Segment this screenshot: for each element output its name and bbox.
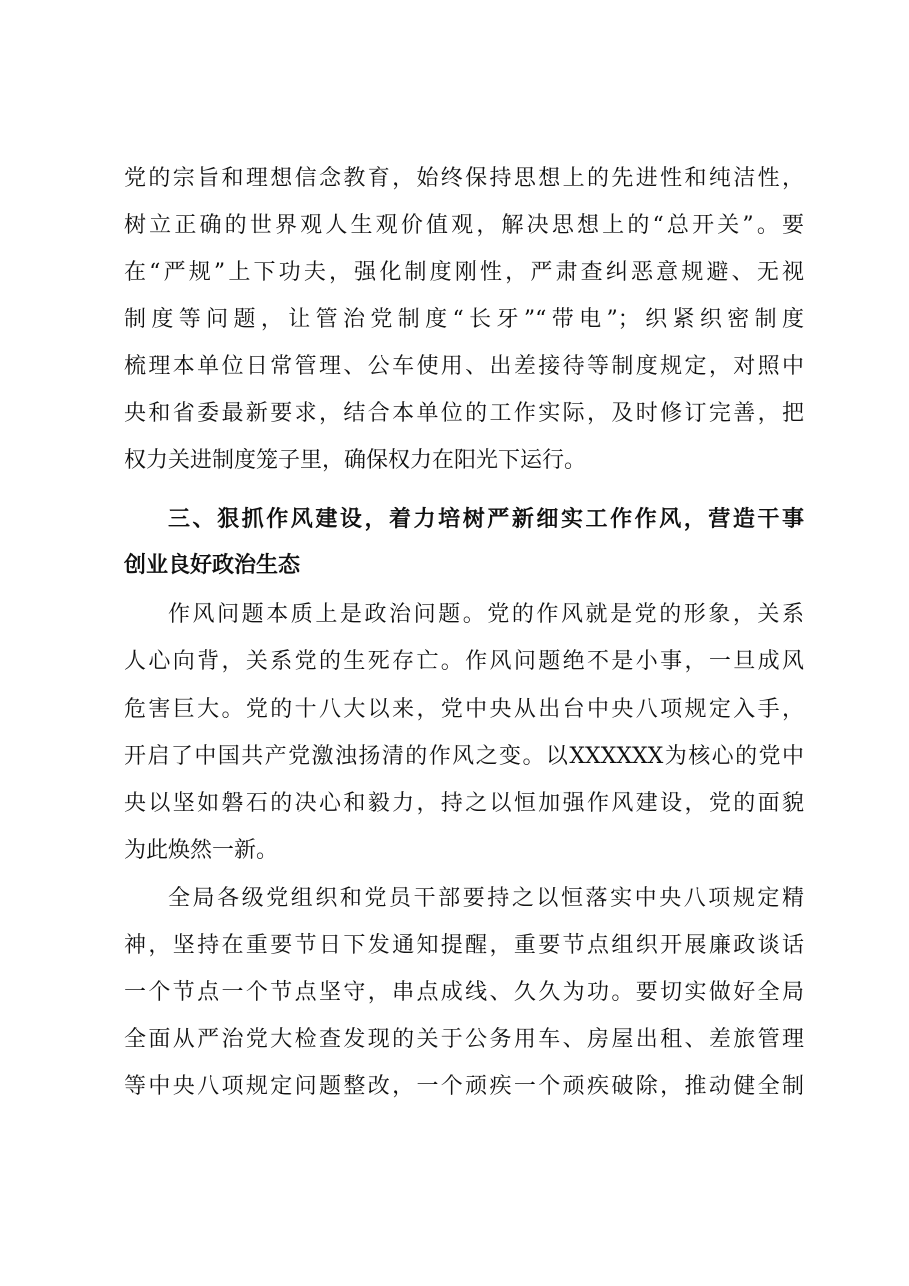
paragraph-2-line-4: 开启了中国共产党激浊扬清的作风之变。以XXXXXX为核心的党中 (124, 744, 804, 769)
paragraph-3-line-2: 神，坚持在重要节日下发通知提醒，重要节点组织开展廉政谈话 (124, 933, 804, 958)
paragraph-1-line-1: 党的宗旨和理想信念教育，始终保持思想上的先进性和纯洁性， (124, 166, 804, 191)
section-heading-line-1: 三、狠抓作风建设，着力培树严新细实工作作风，营造干事 (168, 507, 804, 532)
paragraph-2-line-3: 危害巨大。党的十八大以来，党中央从出台中央八项规定入手， (124, 697, 804, 722)
paragraph-3-line-4: 全面从严治党大检查发现的关于公务用车、房屋出租、差旅管理 (124, 1027, 804, 1052)
paragraph-1-line-2: 树立正确的世界观人生观价值观，解决思想上的“总开关”。要 (124, 213, 804, 238)
paragraph-3-line-5: 等中央八项规定问题整改，一个顽疾一个顽疾破除，推动健全制 (124, 1074, 804, 1099)
section-heading-line-2: 创业良好政治生态 (124, 553, 301, 578)
paragraph-2-line-6: 为此焕然一新。 (124, 838, 279, 863)
paragraph-1-line-5: 梳理本单位日常管理、公车使用、出差接待等制度规定，对照中 (124, 354, 804, 379)
paragraph-3-line-1: 全局各级党组织和党员干部要持之以恒落实中央八项规定精 (168, 886, 804, 911)
paragraph-3-line-3: 一个节点一个节点坚守，串点成线、久久为功。要切实做好全局 (124, 980, 804, 1005)
paragraph-2-line-5: 央以坚如磐石的决心和毅力，持之以恒加强作风建设，党的面貌 (124, 791, 804, 816)
paragraph-1-line-3: 在“严规”上下功夫，强化制度刚性，严肃查纠恶意规避、无视 (124, 260, 804, 285)
paragraph-2-line-2: 人心向背，关系党的生死存亡。作风问题绝不是小事，一旦成风 (124, 649, 804, 674)
paragraph-1-line-7: 权力关进制度笼子里，确保权力在阳光下运行。 (124, 448, 587, 473)
paragraph-2-line-1: 作风问题本质上是政治问题。党的作风就是党的形象，关系 (168, 602, 804, 627)
paragraph-1-line-4: 制度等问题，让管治党制度“长牙”“带电”；织紧织密制度 (124, 307, 804, 332)
paragraph-1-line-6: 央和省委最新要求，结合本单位的工作实际，及时修订完善，把 (124, 401, 804, 426)
